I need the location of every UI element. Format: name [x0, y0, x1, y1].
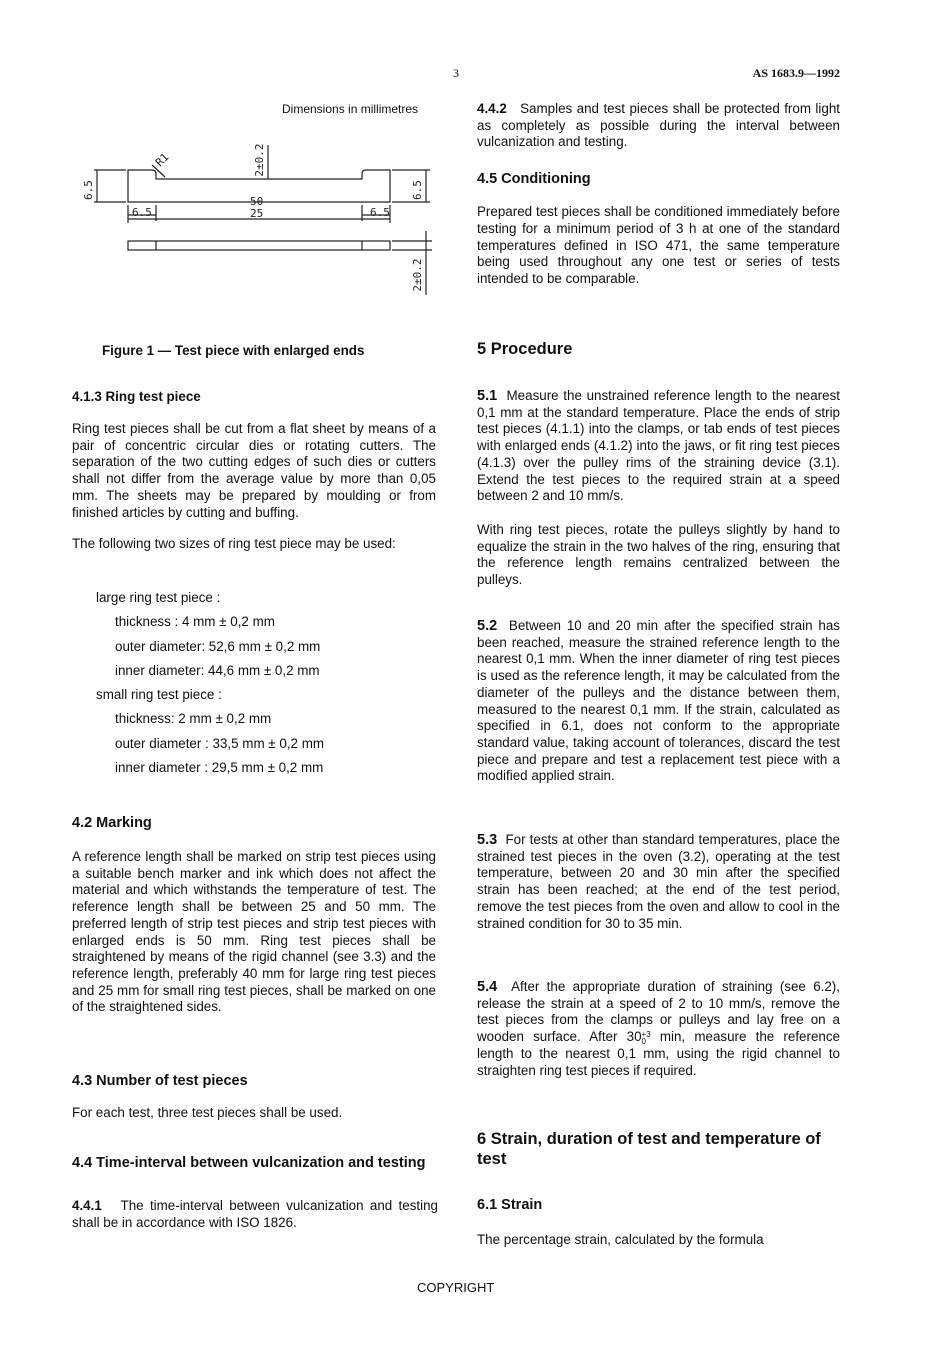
dim-label-bottom-thickness: 2±0.2 [411, 258, 424, 292]
section-6-1-paragraph: The percentage strain, calculated by the formula [477, 1232, 764, 1247]
section-5-4-text-a: After the appropriate duration of straining (see 6.2), release the strain at a speed of 2 to 10 mm/s, remove the test pieces from the clamps or pulleys and lay free on a wooden surface. After 30 [477, 979, 840, 1045]
section-4-4-1-number: 4.4.1 [72, 1198, 102, 1213]
section-4-1-3-sizes-intro: The following two sizes of ring test piece may be used: [72, 536, 396, 552]
section-4-1-3-title: 4.1.3 Ring test piece [72, 389, 201, 404]
figure-dimensions-note: Dimensions in millimetres [282, 102, 419, 116]
page-number: 3 [453, 66, 459, 80]
section-5-4-number: 5.4 [477, 979, 498, 995]
tolerance-upper: +3 [641, 1030, 651, 1040]
dim-label-bottom-left: 6.5 [132, 206, 152, 219]
section-5-2-number: 5.2 [477, 618, 498, 634]
section-6-title: 6 Strain, duration of test and temperature of test [477, 1130, 821, 1168]
dim-label-top-thickness: 2±0.2 [253, 143, 266, 177]
section-4-5-paragraph: Prepared test pieces shall be conditioned immediately before testing for a minimum period of 3 h at one of the standard temperatures defined in ISO 471, the same temperature being used throughout any one test or series of tests intended to be comparable. [477, 204, 840, 286]
standard-reference: AS 1683.9—1992 [752, 66, 840, 80]
section-5-3-text: For tests at other than standard temperatures, place the strained test pieces in the oven (3.2), operating at the test temperature, between 20 and 30 min after the specified strain has been reached; at the end of the test period, remove the test pieces from the oven and allow to cool in the strained condition for 30 to 35 min. [477, 832, 840, 931]
section-4-4-1-text: The time-interval between vulcanization and testing shall be in accordance with ISO 1826. [72, 1198, 439, 1230]
test-piece-figure [70, 135, 440, 300]
large-ring-outer-diameter: outer diameter: 52,6 mm ± 0,2 mm [115, 639, 321, 654]
small-ring-outer-diameter: outer diameter : 33,5 mm ± 0,2 mm [115, 736, 325, 751]
tolerance-lower: 0 [641, 1037, 646, 1047]
section-5-4-text-b: min, measure the reference length to the nearest 0,1 mm, using the rigid channel to straighten ring test pieces if required. [477, 1029, 840, 1078]
section-6-1-title: 6.1 Strain [477, 1197, 543, 1213]
small-ring-label: small ring test piece : [96, 687, 222, 702]
section-5-1-paragraph-2: With ring test pieces, rotate the pulleys slightly by hand to equalize the strain in the two halves of the ring, ensuring that the reference length remains centralized between the pulleys. [477, 521, 840, 588]
section-4-3-paragraph: For each test, three test pieces shall be used. [72, 1105, 343, 1120]
time-tolerance [642, 1031, 651, 1045]
section-4-5-title: 4.5 Conditioning [477, 171, 591, 188]
small-ring-thickness: thickness: 2 mm ± 0,2 mm [115, 711, 272, 726]
small-ring-inner-diameter: inner diameter : 29,5 mm ± 0,2 mm [115, 760, 324, 775]
dim-label-25: 25 [250, 207, 264, 220]
section-5-2-text: Between 10 and 20 min after the specified strain has been reached, measure the strained reference length to the nearest 0,1 mm. When the inner diameter of ring test pieces is used as the reference length, it may be calculated from the diameter of the pulleys and the distance between them, measured to the nearest 0,1 mm. If the strain, calculated as specified in 6.1, does not conform to the appropriate standard value, taking account of tolerances, discard the test piece and prepare and test a replacement test piece with a modified applied strain. [477, 618, 840, 784]
radius-label: R1 [152, 150, 172, 170]
section-5-3-number: 5.3 [477, 832, 498, 848]
dim-label-bottom-right: 6.5 [370, 206, 390, 219]
dim-label-left: 6.5 [82, 180, 95, 200]
section-4-4-2-number: 4.4.2 [477, 101, 507, 116]
dim-label-50: 50 [250, 195, 264, 208]
copyright-footer: COPYRIGHT [417, 1280, 495, 1295]
dim-label-right: 6.5 [411, 180, 424, 200]
section-4-2-title: 4.2 Marking [72, 815, 152, 831]
figure-caption: Figure 1 — Test piece with enlarged ends [102, 343, 365, 358]
section-4-1-3-paragraph: Ring test pieces shall be cut from a flat sheet by means of a pair of concentric circular dies or rotating cutters. The separation of the two cutting edges of such dies or cutters shall not differ from the average value by more than 0,05 mm. The sheets may be prepared by moulding or from finished articles by cutting and buffing. [72, 421, 436, 520]
large-ring-thickness: thickness : 4 mm ± 0,2 mm [115, 614, 275, 629]
section-4-2-paragraph: A reference length shall be marked on strip test pieces using a suitable bench marker and ink which does not affect the material and which withstands the temperature of test. The reference length shall be between 25 and 50 mm. The preferred length of strip test pieces and strip test pieces with enlarged ends is 50 mm. Ring test pieces shall be straightened by means of the rigid channel (see 3.3) and the reference length, preferably 40 mm for large ring test pieces and 25 mm for small ring test pieces, shall be marked on one of the straightened sides. [72, 849, 436, 1015]
section-5-title: 5 Procedure [477, 340, 573, 358]
large-ring-inner-diameter: inner diameter: 44,6 mm ± 0,2 mm [115, 663, 320, 678]
section-4-4-title: 4.4 Time-interval between vulcanization and testing [72, 1155, 426, 1171]
section-5-1-number: 5.1 [477, 388, 498, 404]
large-ring-label: large ring test piece : [96, 590, 221, 605]
section-4-3-title: 4.3 Number of test pieces [72, 1073, 248, 1089]
section-4-4-2-text: Samples and test pieces shall be protected from light as completely as possible during the interval between vulcanization and testing. [477, 101, 840, 150]
section-5-1-text: Measure the unstrained reference length to the nearest 0,1 mm at the standard temperature. Place the ends of strip test pieces (4.1.1) into the clamps, or tab ends of test pieces with enlarged ends (4.1.2) into the jaws, or fit ring test pieces (4.1.3) over the pulley rims of the straining device (3.1). Extend the test pieces to the required strain at a speed between 2 and 10 mm/s. [477, 388, 840, 504]
